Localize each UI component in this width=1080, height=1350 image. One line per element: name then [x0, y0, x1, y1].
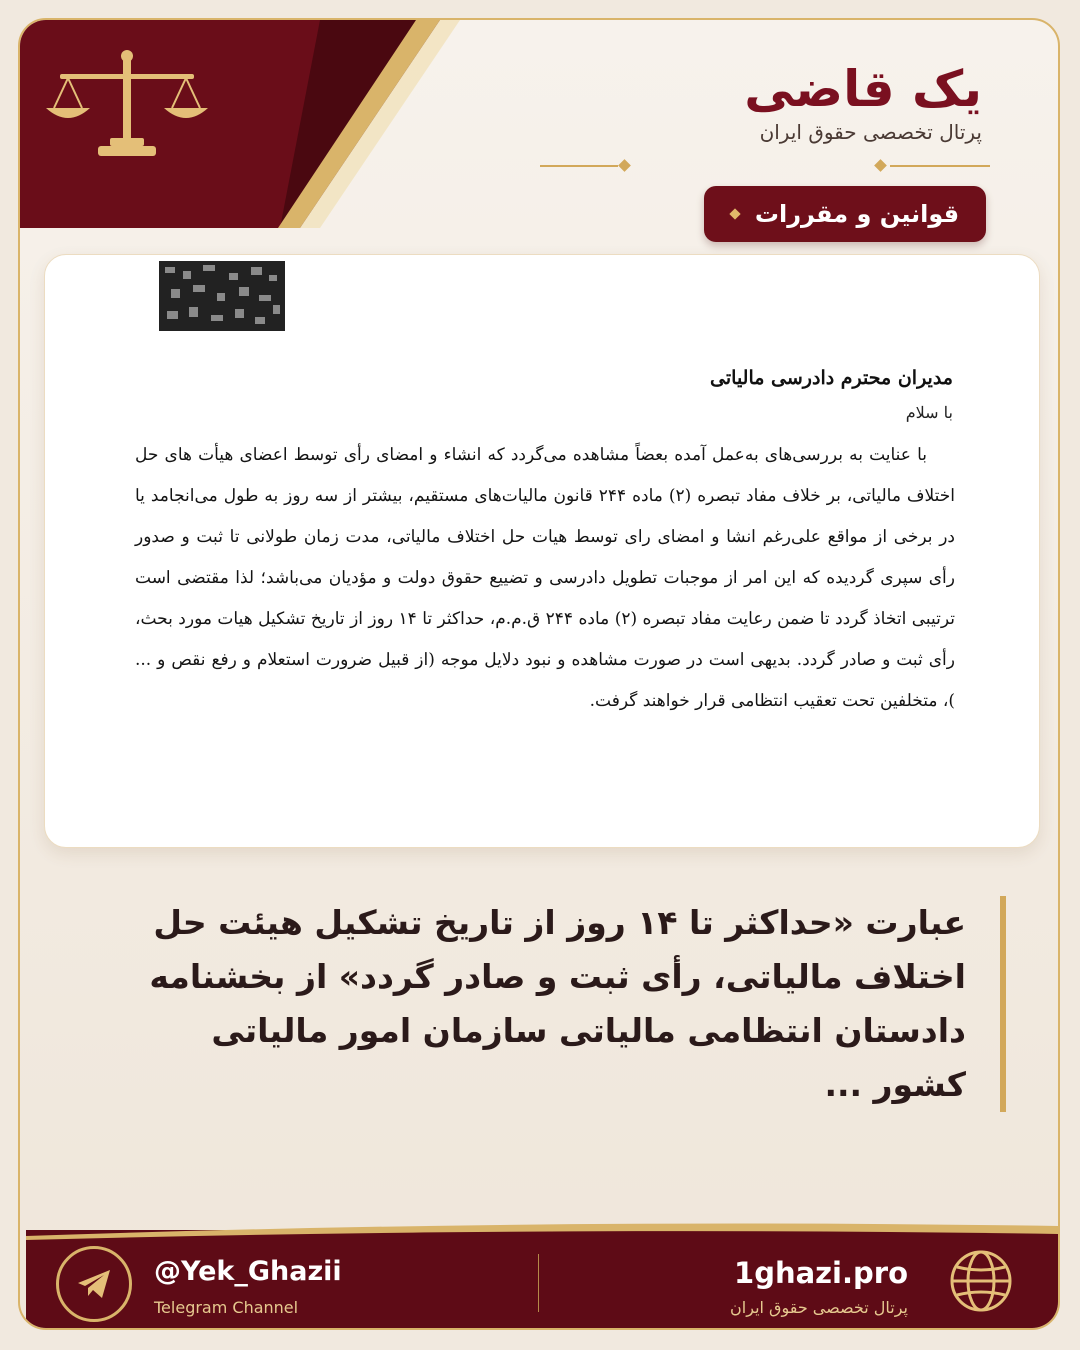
- divider-left: [540, 156, 632, 176]
- footer-separator: [538, 1254, 539, 1312]
- brand-subtitle: پرتال تخصصی حقوق ایران: [759, 120, 982, 144]
- site-caption: پرتال تخصصی حقوق ایران: [730, 1298, 908, 1317]
- diamond-icon: [729, 208, 740, 219]
- site-url[interactable]: 1ghazi.pro: [734, 1256, 908, 1290]
- document-salutation: با سلام: [905, 403, 953, 422]
- globe-icon[interactable]: [948, 1248, 1014, 1314]
- quote-text: عبارت «حداکثر تا ۱۴ روز از تاریخ تشکیل هیئت حل اختلاف مالیاتی، رأی ثبت و صادر گردد» از بخشنامه دادستان انتظامی مالیاتی سازمان امور مالیاتی کشور ...: [149, 903, 966, 1104]
- document-paragraph: با عنایت به بررسی‌های به‌عمل آمده بعضاً مشاهده می‌گردد که انشاء و امضای رأی توسط اعضای هیأت های حل اختلاف مالیاتی، بر خلاف مفاد تبصره (۲) ماده ۲۴۴ قانون مالیات‌های مستقیم، بیشتر از سه روز به طول می‌انجامد یا در برخی از مواقع علی‌رغم انشا و امضای رای توسط هیات حل اختلاف مالیاتی، مدت زمان طولانی تا ثبت و صدور رأی سپری گردیده که این امر از موجبات تطویل دادرسی و تضییع حقوق دولت و مؤدیان می‌باشد؛ لذا مقتضی است ترتیبی اتخاذ گردد تا ضمن رعایت مفاد تبصره (۲) ماده ۲۴۴ ق.م.م، حداکثر تا ۱۴ روز از تاریخ تشکیل هیات مورد بحث، رأی ثبت و صادر گردد. بدیهی است در صورت مشاهده و نبود دلایل موجه (از قبیل ضرورت استعلام و رفع نقص و ... )، متخلفین تحت تعقیب انتظامی قرار خواهند گرفت.: [135, 445, 956, 711]
- redacted-stamp: [159, 261, 285, 331]
- divider-right: [872, 156, 992, 176]
- document-scan: [44, 254, 1040, 848]
- document-heading: مدیران محترم دادرسی مالیاتی: [710, 367, 953, 389]
- quote-block: [126, 896, 1006, 1112]
- category-label: قوانین و مقررات: [754, 200, 960, 228]
- telegram-link[interactable]: [56, 1246, 132, 1322]
- footer-gold-band: [26, 1216, 1058, 1240]
- footer: [26, 1216, 1058, 1330]
- telegram-plane-icon: [74, 1264, 114, 1304]
- page-frame: [18, 18, 1060, 1330]
- category-badge: [704, 186, 986, 242]
- telegram-handle[interactable]: @Yek_Ghazii: [154, 1256, 342, 1287]
- telegram-caption: Telegram Channel: [154, 1298, 299, 1317]
- header-corner-decoration: [20, 20, 460, 228]
- brand-title: یک قاضی: [744, 60, 982, 118]
- document-body: [135, 435, 955, 722]
